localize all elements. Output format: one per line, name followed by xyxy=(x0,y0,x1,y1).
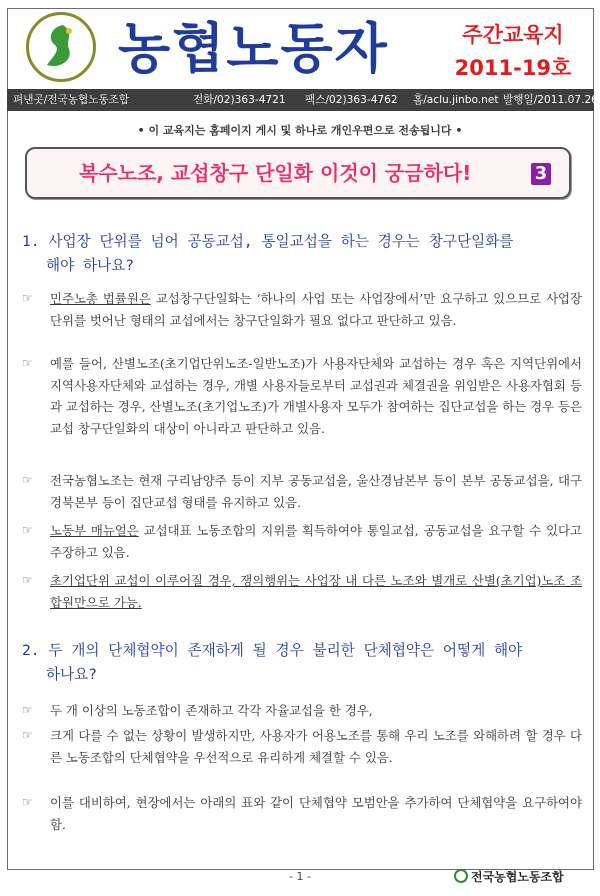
section1-bullet-text xyxy=(50,520,582,563)
homepage-text: 홈/aclu.jinbo.net xyxy=(413,94,499,106)
pointing-hand-icon: ☞ xyxy=(22,291,33,305)
distribution-notice: • 이 교육지는 홈페이지 게시 및 하나로 개인우편으로 전송됩니다 • xyxy=(137,124,463,137)
footer-logo-icon xyxy=(454,869,468,883)
section1-bullet-text xyxy=(50,570,582,613)
weekly-label: 주간교육지 xyxy=(462,23,564,47)
issue-number: 2011-19호 xyxy=(454,56,572,80)
section1-bullet-item xyxy=(22,470,582,513)
question-2-line1: 2. 두 개의 단체협약이 존재하게 될 경우 불리한 단체협약은 어떻게 해야 xyxy=(22,642,523,659)
section2-bullet-item xyxy=(22,792,582,835)
publisher-text: 펴낸곳/전국농협노동조합 xyxy=(13,94,130,106)
section1-bullet-text xyxy=(50,288,582,331)
underlined-phrase: 노동부 매뉴얼은 xyxy=(50,523,139,538)
section1-bullet-item xyxy=(22,520,582,563)
question-1-line2: 해야 하나요? xyxy=(46,257,135,274)
section2-bullet-text: 이를 대비하여, 현장에서는 아래의 표와 같이 단체협약 모범안을 추가하여 단체협약을 요구하여야 함. xyxy=(50,795,582,832)
union-logo-icon xyxy=(26,12,96,82)
question-2-line2: 하나요? xyxy=(46,666,98,683)
pointing-hand-icon: ☞ xyxy=(22,523,33,537)
pointing-hand-icon: ☞ xyxy=(22,795,33,809)
section1-bullet-item xyxy=(22,353,582,439)
phone-text: 전화/02)363-4721 xyxy=(193,94,286,106)
section1-bullet-item xyxy=(22,570,582,613)
publisher-info-bar xyxy=(7,89,598,111)
headline-number-badge: 3 xyxy=(531,163,551,185)
bullet-rest-text: 교섭창구단일화는 ‘하나의 사업 또는 사업장에서’만 요구하고 있으므로 사업장 단위를 벗어난 형태의 교섭에서는 창구단일화가 필요 없다고 판단하고 있음. xyxy=(50,291,582,328)
pointing-hand-icon: ☞ xyxy=(22,356,33,370)
newsletter-title: 농협노동자 xyxy=(118,17,389,80)
fax-text: 팩스/02)363-4762 xyxy=(305,94,398,106)
section1-bullet-text xyxy=(50,470,582,513)
bullet-rest-text: 교섭대표 노동조합의 지위를 획득하여야 통일교섭, 공동교섭을 요구할 수 있다고 주장하고 있음. xyxy=(50,523,582,560)
section1-bullet-text xyxy=(50,353,582,439)
date-text: 발행일/2011.07.26 xyxy=(503,94,598,106)
section2-bullet-text: 크게 다를 수 없는 상황이 발생하지만, 사용자가 어용노조를 통해 우리 노조를 와해하려 할 경우 다른 노동조합의 단체협약을 우선적으로 유리하게 체결할 수 있음. xyxy=(50,728,582,765)
footer-organization xyxy=(454,868,564,885)
section1-bullet-item xyxy=(22,288,582,331)
question-1-line1: 1. 사업장 단위를 넘어 공동교섭, 통일교섭을 하는 경우는 창구단일화를 xyxy=(22,233,514,250)
section2-bullet-item xyxy=(22,700,582,722)
bullet-rest-text: 전국농협노조는 현재 구리남양주 등이 지부 공동교섭을, 울산경남본부 등이 본부 공동교섭을, 대구경북본부 등이 집단교섭 형태를 유지하고 있음. xyxy=(50,473,582,510)
headline-banner xyxy=(25,147,571,199)
question-2 xyxy=(22,639,582,687)
pointing-hand-icon: ☞ xyxy=(22,703,33,717)
footer-org-name: 전국농협노동조합 xyxy=(471,870,564,884)
pointing-hand-icon: ☞ xyxy=(22,473,33,487)
pointing-hand-icon: ☞ xyxy=(22,573,33,587)
page-number: - 1 - xyxy=(289,870,311,883)
pointing-hand-icon: ☞ xyxy=(22,728,33,742)
headline-text: 복수노조, 교섭창구 단일화 이것이 궁금하다! xyxy=(79,161,472,185)
underlined-phrase: 초기업단위 교섭이 이루어질 경우, 쟁의행위는 사업장 내 다른 노조와 별개로 산별(초기업)노조 조합원만으로 가능. xyxy=(50,573,582,610)
section2-bullet-text: 두 개 이상의 노동조합이 존재하고 각각 자율교섭을 한 경우, xyxy=(50,703,373,718)
question-1 xyxy=(22,230,582,278)
section2-bullet-item xyxy=(22,725,582,768)
underlined-phrase: 민주노총 법률원은 xyxy=(50,291,151,306)
bullet-rest-text: 예를 들어, 산별노조(초기업단위노조-일반노조)가 사용자단체와 교섭하는 경우 혹은 지역단위에서 지역사용자단체와 교섭하는 경우, 개별 사용자들로부터 교섭권과 체결권을 위임받은 사용자협회 등과 교섭하는 경우, 산별노조(초기업노조)가 개별사용자 모두가 참여하는 집단교섭을 하는 경우 등은 교섭 창구단일화의 대상이 아니라고 판단하고 있음. xyxy=(50,356,582,436)
